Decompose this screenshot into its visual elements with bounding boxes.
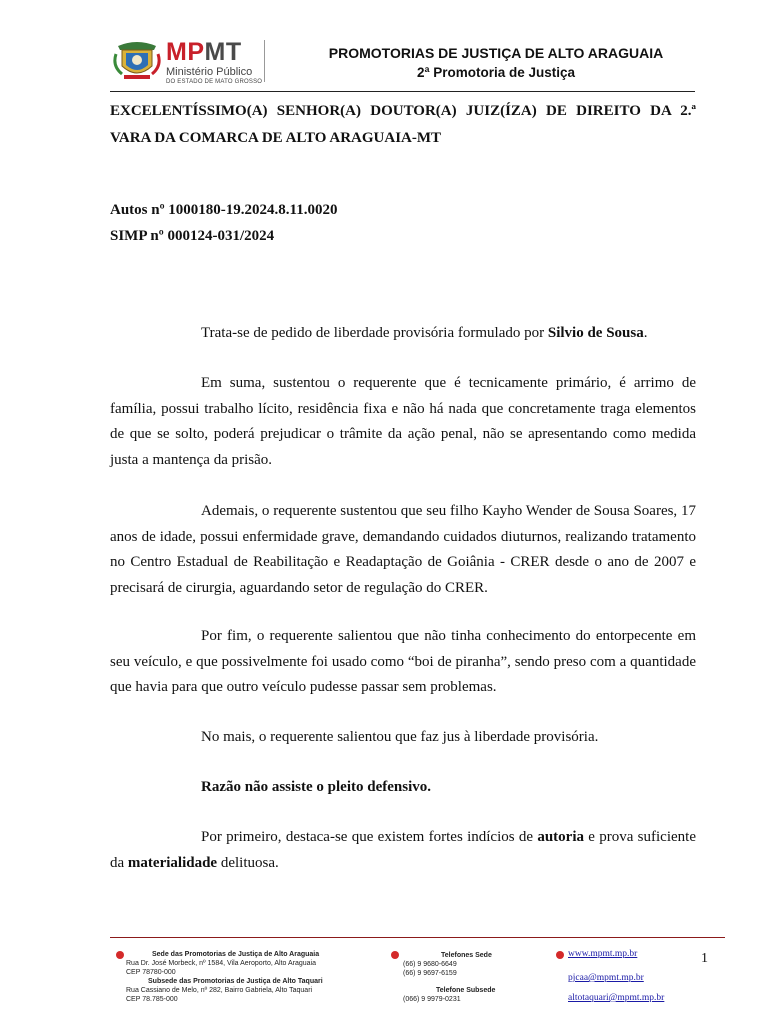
email-link-altotaquari[interactable]: altotaquari@mpmt.mp.br [568,993,665,1003]
phones-title: Telefones Sede [441,952,492,959]
logo-subtitle-small: DO ESTADO DE MATO GROSSO [166,79,263,85]
location-icon [116,951,124,959]
addressee: EXCELENTÍSSIMO(A) SENHOR(A) DOUTOR(A) JUIZ(ÍZA) DE DIREITO DA 2.ª VARA DA COMARCA DE ALTO ARAGUAIA-MT [110,103,696,146]
logo-subtitle: Ministério Público [166,66,253,78]
mpmt-logo-text [166,38,262,86]
phone-subsede-title: Telefone Subsede [436,987,496,994]
header-title: PROMOTORIAS DE JUSTIÇA DE ALTO ARAGUAIA [328,45,664,61]
paragraph-3: Ademais, o requerente sustentou que seu filho Kayho Wender de Sousa Soares, 17 anos de idade, possui enfermidade grave, demandando cuidados diuturnos, realizando tratamento no Centro Estadual de Reabilitação e Readaptação de Goiânia - CRER desde o ano de 2007 e precisará de cirurgia, aguardando setor de regulação do CRER. [110,503,696,596]
phone-icon [391,951,399,959]
subsede-cep: CEP 78.785-000 [126,996,178,1003]
logo-brand: MPMT [166,38,242,66]
logo-divider [264,40,265,82]
paragraph-4: Por fim, o requerente salientou que não tinha conhecimento do entorpecente em seu veículo, e que possivelmente foi usado como “boi de piranha”, sendo preso com a quantidade que havia para que outro veículo pudesse passar sem problemas. [110,628,696,695]
case-info [110,197,696,249]
subsede-address: Rua Cassiano de Melo, nº 282, Bairro Gabriela, Alto Taquari [126,987,313,994]
paragraph-1: Trata-se de pedido de liberdade provisória formulado por Silvio de Sousa. [201,325,648,341]
subsede-title: Subsede das Promotorias de Justiça de Alto Taquari [148,978,323,985]
paragraph-7: Por primeiro, destaca-se que existem fortes indícios de autoria e prova suficiente da materialidade delituosa. [110,829,696,871]
simp-number: SIMP nº 000124-031/2024 [110,228,275,244]
sede-cep: CEP 78780-000 [126,969,176,976]
sede-address: Rua Dr. José Morbeck, nº 1584, Vila Aeroporto, Alto Araguaia [126,960,316,967]
website-link[interactable]: www.mpmt.mp.br [568,949,638,959]
phone-3: (066) 9 9979-0231 [403,996,461,1003]
email-link-pjcaa[interactable]: pjcaa@mpmt.mp.br [568,973,644,983]
case-number: Autos nº 1000180-19.2024.8.11.0020 [110,202,338,218]
defendant-name: Silvio de Sousa [547,325,644,341]
globe-icon [556,951,564,959]
phone-1: (66) 9 9680-6649 [403,961,457,968]
header-subtitle: 2ª Promotoria de Justiça [416,65,576,80]
paragraph-6-heading: Razão não assiste o pleito defensivo. [201,779,431,795]
paragraph-5: No mais, o requerente salientou que faz jus à liberdade provisória. [201,729,599,745]
paragraph-2: Em suma, sustentou o requerente que é tecnicamente primário, é arrimo de família, possui trabalho lícito, residência fixa e não há nada que concretamente traga elementos de que se solto, poderá prejudicar o trâmite da ação penal, não se apresentando como medida justa a mantença da prisão. [110,375,696,468]
footer-rule [110,937,725,938]
coat-of-arms-logo [112,40,162,82]
phone-2: (66) 9 9697-6159 [403,970,457,977]
page-number: 1 [701,951,708,966]
header-rule [110,91,695,92]
sede-title: Sede das Promotorias de Justiça de Alto Araguaia [152,951,320,958]
